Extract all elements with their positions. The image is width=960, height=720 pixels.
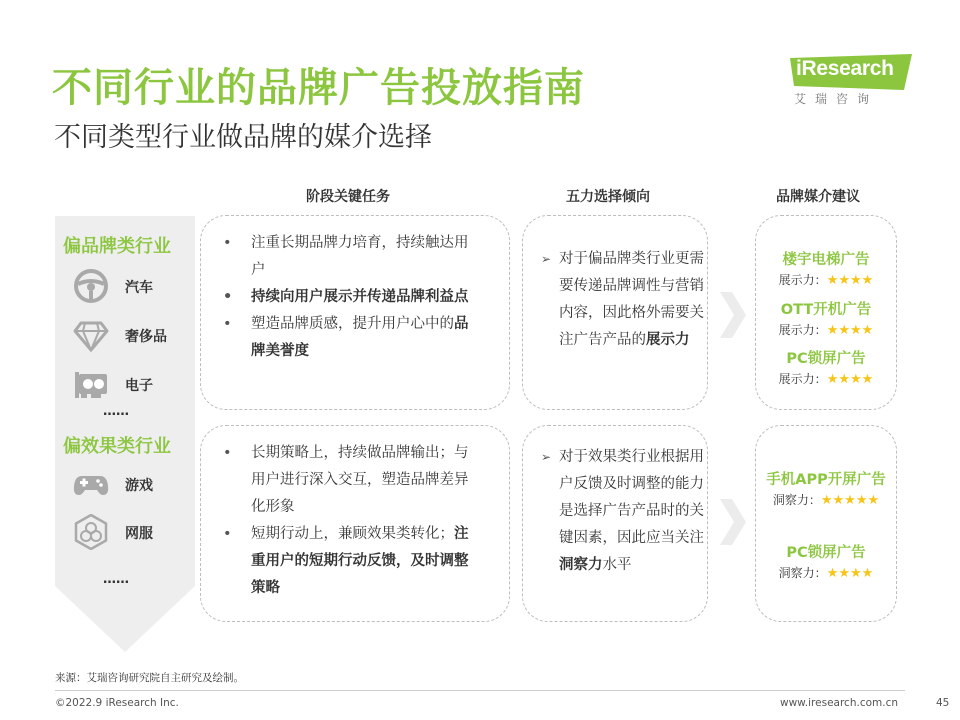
logo-chinese: 艾瑞咨询: [794, 92, 879, 106]
task-highlight: 注重用户的短期行动反馈，及时调整策略: [251, 526, 469, 596]
tendency-box-brand: [522, 215, 708, 410]
media-rating: [756, 271, 896, 288]
rating-metric: 展示力：: [778, 273, 827, 287]
task-highlight: 品牌美誉度: [251, 316, 469, 359]
rating-metric: 洞察力：: [772, 493, 821, 507]
media-name: OTT开机广告: [780, 302, 872, 318]
column-header-advice: 品牌媒介建议: [776, 189, 860, 205]
media-rating: [756, 321, 896, 338]
task-list: [219, 230, 481, 365]
industry-item-luxury: [73, 317, 183, 357]
category-title-brand: 偏品牌类行业: [63, 236, 171, 257]
gamepad-icon: [73, 466, 109, 502]
star-rating-icon: ★★★★: [826, 323, 874, 338]
advice-box-performance: [755, 425, 897, 622]
media-recommendation: [756, 468, 896, 508]
iresearch-logo: [790, 48, 920, 110]
star-rating-icon: ★★★★: [826, 566, 874, 581]
tendency-highlight: 洞察力: [559, 557, 603, 573]
media-recommendation: [756, 347, 896, 387]
page-title: 不同行业的品牌广告投放指南: [52, 65, 585, 111]
more-indicator: ……: [103, 404, 129, 419]
network-service-icon: [73, 514, 109, 550]
rating-metric: 展示力：: [778, 372, 827, 386]
copyright: ©2022.9 iResearch Inc.: [55, 697, 179, 709]
tasks-box-brand: [200, 215, 510, 410]
task-text: 塑造品牌质感，提升用户心中的: [251, 316, 454, 332]
media-name: 楼宇电梯广告: [782, 252, 870, 268]
tendency-text: [541, 246, 707, 354]
industry-label: 网服: [125, 526, 153, 542]
media-rating: [756, 370, 896, 387]
advice-box-brand: [755, 215, 897, 410]
industry-item-games: [73, 466, 183, 506]
page-number: 45: [936, 697, 950, 709]
industry-label: 游戏: [125, 478, 153, 494]
industry-item-net-services: [73, 514, 183, 554]
column-header-tasks: 阶段关键任务: [306, 189, 390, 205]
arrow-bullet-icon: ➢: [541, 252, 552, 266]
industry-label: 奢侈品: [125, 329, 167, 345]
diamond-icon: [73, 317, 109, 353]
page-subtitle: 不同类型行业做品牌的媒介选择: [54, 122, 432, 153]
industry-label: 电子: [125, 378, 153, 394]
task-item: • 注重长期品牌力培育，持续触达用户: [219, 230, 481, 284]
rating-metric: 洞察力：: [778, 566, 827, 580]
media-rating: [756, 491, 896, 508]
column-header-tendency: 五力选择倾向: [566, 189, 650, 205]
tendency-tail: 水平: [602, 557, 632, 573]
industry-label: 汽车: [125, 280, 153, 296]
media-recommendation: [756, 248, 896, 288]
task-item: [219, 521, 481, 602]
chevron-right-icon: [718, 292, 746, 338]
website-url: www.iresearch.com.cn: [780, 697, 899, 709]
graphics-card-icon: [73, 366, 109, 402]
tendency-box-performance: [522, 425, 708, 622]
media-name: 手机APP开屏广告: [766, 472, 886, 488]
tendency-body: 对于效果类行业根据用户反馈及时调整的能力是选择广告产品时的关键因素，因此应当关注: [559, 449, 704, 546]
steering-wheel-icon: [73, 268, 109, 304]
task-item: [219, 311, 481, 365]
industry-item-auto: [73, 268, 183, 308]
tendency-body: 对于偏品牌类行业更需要传递品牌调性与营销内容，因此格外需要关注广告产品的: [559, 251, 704, 348]
arrow-bullet-icon: ➢: [541, 450, 552, 464]
media-name: PC锁屏广告: [786, 545, 866, 561]
logo-wordmark: iResearch: [796, 57, 894, 80]
media-recommendation: [756, 298, 896, 338]
more-indicator: ……: [103, 572, 129, 587]
chevron-right-icon: [718, 499, 746, 545]
star-rating-icon: ★★★★★: [820, 493, 880, 508]
tasks-box-performance: [200, 425, 510, 622]
category-title-performance: 偏效果类行业: [63, 436, 171, 457]
media-name: PC锁屏广告: [786, 351, 866, 367]
task-text: 短期行动上，兼顾效果类转化；: [251, 526, 454, 542]
task-item: • 长期策略上，持续做品牌输出；与用户进行深入交互，塑造品牌差异化形象: [219, 440, 481, 521]
task-list: [219, 440, 481, 602]
industry-panel: [55, 216, 195, 652]
media-recommendation: [756, 541, 896, 581]
source-note: 来源：艾瑞咨询研究院自主研究及绘制。: [55, 672, 244, 684]
media-rating: [756, 564, 896, 581]
tendency-text: [541, 444, 707, 579]
star-rating-icon: ★★★★: [826, 273, 874, 288]
tendency-highlight: 展示力: [646, 332, 690, 348]
industry-item-electronics: [73, 366, 183, 406]
star-rating-icon: ★★★★: [826, 372, 874, 387]
rating-metric: 展示力：: [778, 323, 827, 337]
footer-divider: [55, 690, 905, 691]
task-item: • 持续向用户展示并传递品牌利益点: [219, 284, 481, 311]
